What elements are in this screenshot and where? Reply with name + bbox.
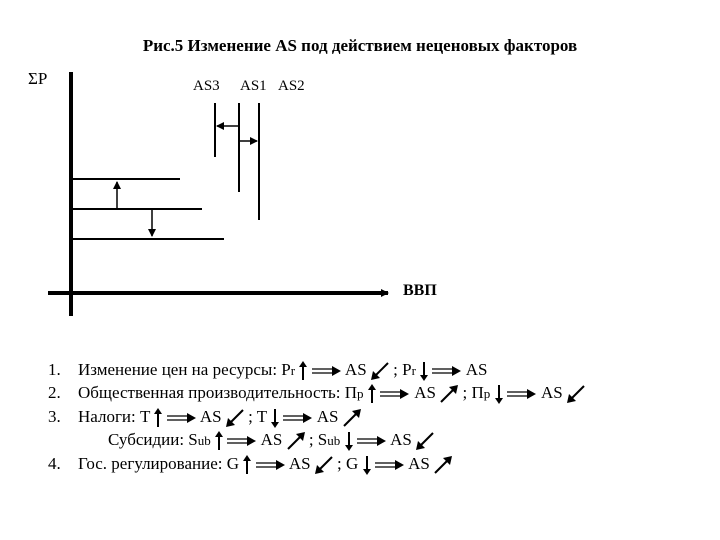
down-left-arrow-icon (416, 432, 434, 450)
up-right-arrow-icon (434, 456, 452, 474)
down-arrow-icon (271, 408, 279, 428)
item-text: Общественная производительность: П (78, 383, 358, 403)
as-label: AS (408, 453, 430, 473)
separator: ; П (462, 383, 484, 403)
up-arrow-icon (215, 431, 223, 451)
down-arrow-icon (495, 384, 503, 404)
as-label: AS (260, 430, 283, 450)
separator: ; G (337, 453, 359, 473)
separator: ; T (248, 406, 267, 426)
down-left-arrow-icon (315, 456, 333, 474)
y-axis-label: ΣP (28, 69, 48, 88)
x-axis-label: ВВП (403, 282, 437, 299)
down-left-arrow-icon (371, 362, 389, 380)
as-label: AS (541, 383, 563, 403)
right-double-arrow-icon (167, 412, 197, 424)
as-label: AS (390, 430, 412, 450)
as1-label: AS1 (240, 78, 267, 94)
as2-label: AS2 (278, 78, 305, 94)
right-double-arrow-icon (227, 435, 257, 447)
down-arrow-icon (345, 431, 353, 451)
right-double-arrow-icon (256, 459, 286, 471)
down-arrow-icon (420, 361, 428, 381)
right-double-arrow-icon (432, 365, 462, 377)
right-double-arrow-icon (380, 388, 410, 400)
separator: ; S (308, 430, 328, 450)
list-item (48, 428, 585, 451)
subscript: ub (197, 433, 211, 449)
as-label: AS (199, 406, 222, 426)
subscript: р (357, 386, 364, 402)
item-text: Налоги: T (78, 406, 151, 426)
separator: ; P (393, 360, 412, 379)
list-item (48, 452, 585, 475)
subscript: r (411, 363, 416, 378)
as-label: AS (465, 360, 488, 379)
item-text: Изменение цен на ресурсы: P (78, 360, 291, 379)
list-item (48, 381, 585, 404)
right-double-arrow-icon (375, 459, 405, 471)
item-number: 2. (48, 383, 61, 403)
as-label: AS (316, 406, 339, 426)
down-left-arrow-icon (226, 409, 244, 427)
as-label: AS (414, 383, 437, 403)
up-arrow-icon (154, 408, 162, 428)
up-arrow-icon (368, 384, 376, 404)
item-text: Субсидии: S (108, 430, 198, 450)
item-number: 4. (48, 453, 61, 473)
subscript: r (290, 363, 296, 378)
right-double-arrow-icon (312, 365, 342, 377)
item-number: 3. (48, 406, 61, 426)
up-arrow-icon (299, 361, 307, 381)
down-arrow-icon (363, 455, 371, 475)
as3-label: AS3 (193, 78, 220, 94)
item-number: 1. (48, 360, 61, 379)
item-text: Гос. регулирование: G (78, 453, 239, 473)
subscript: р (483, 386, 491, 402)
up-right-arrow-icon (287, 432, 305, 450)
as-label: AS (288, 453, 311, 473)
list-item (48, 405, 585, 428)
subscript: ub (327, 433, 341, 449)
down-left-arrow-icon (567, 385, 585, 403)
up-arrow-icon (243, 455, 251, 475)
list-item (48, 358, 585, 381)
factors-list (48, 358, 585, 475)
right-double-arrow-icon (283, 412, 313, 424)
as-label: AS (344, 360, 367, 379)
right-double-arrow-icon (507, 388, 537, 400)
right-double-arrow-icon (357, 435, 387, 447)
up-right-arrow-icon (343, 409, 361, 427)
up-right-arrow-icon (440, 385, 458, 403)
figure-title: Рис.5 Изменение AS под действием неценовых факторов (142, 36, 578, 55)
